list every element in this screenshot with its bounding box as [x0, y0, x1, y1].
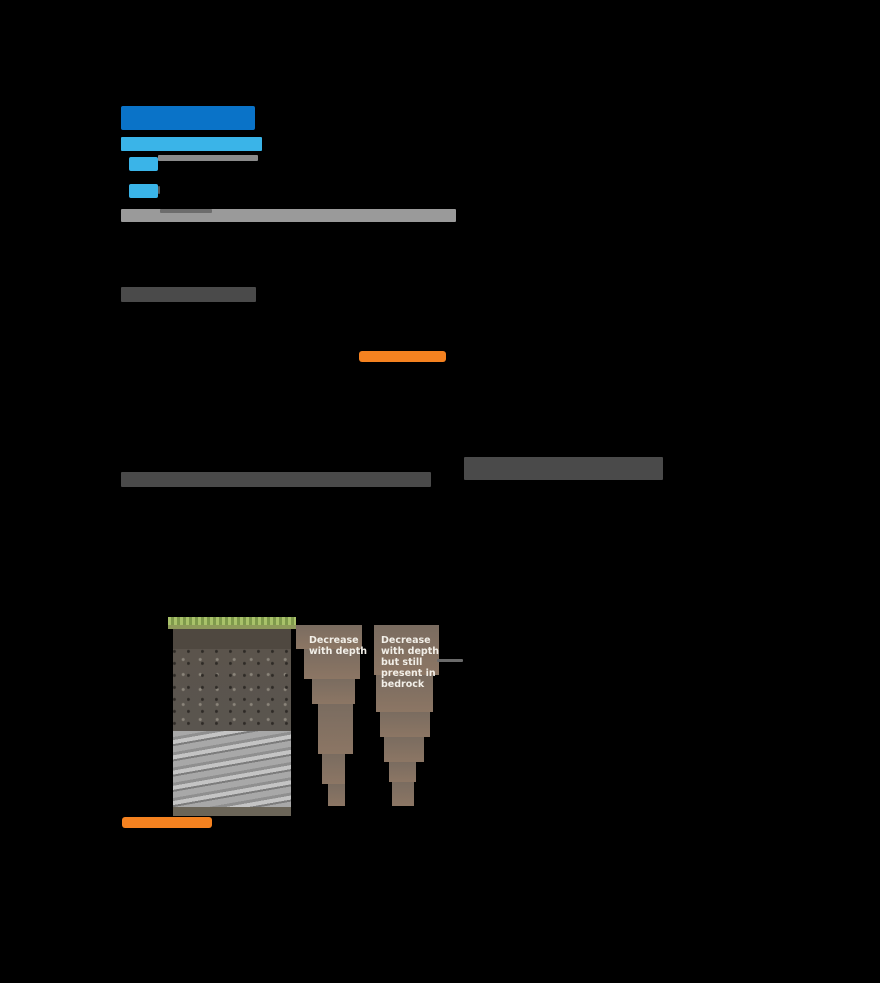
page-subtitle [121, 137, 262, 151]
legend-chip-2 [129, 184, 158, 198]
legend-chip-1 [129, 157, 158, 171]
header-rule-accent [160, 209, 212, 213]
funnel-connector [437, 659, 463, 662]
diagram-frame-bottom [173, 807, 291, 816]
orange-link-1[interactable] [359, 351, 446, 362]
section-heading [121, 287, 256, 302]
legend-text-2 [158, 186, 160, 194]
funnel-2-label: Decrease with depth but still present in bedrock [381, 635, 439, 690]
legend-text-1 [158, 155, 258, 161]
right-heading [464, 457, 663, 480]
orange-link-2[interactable] [122, 817, 212, 828]
topsoil-layer [173, 629, 291, 649]
page-title [121, 106, 255, 130]
soil-profile-diagram [168, 617, 296, 816]
funnel-1-label: Decrease with depth [309, 635, 367, 657]
subsoil-layer [173, 649, 291, 731]
bedrock-layer [173, 731, 291, 807]
grass-icon [168, 617, 296, 625]
wide-heading [121, 472, 431, 487]
